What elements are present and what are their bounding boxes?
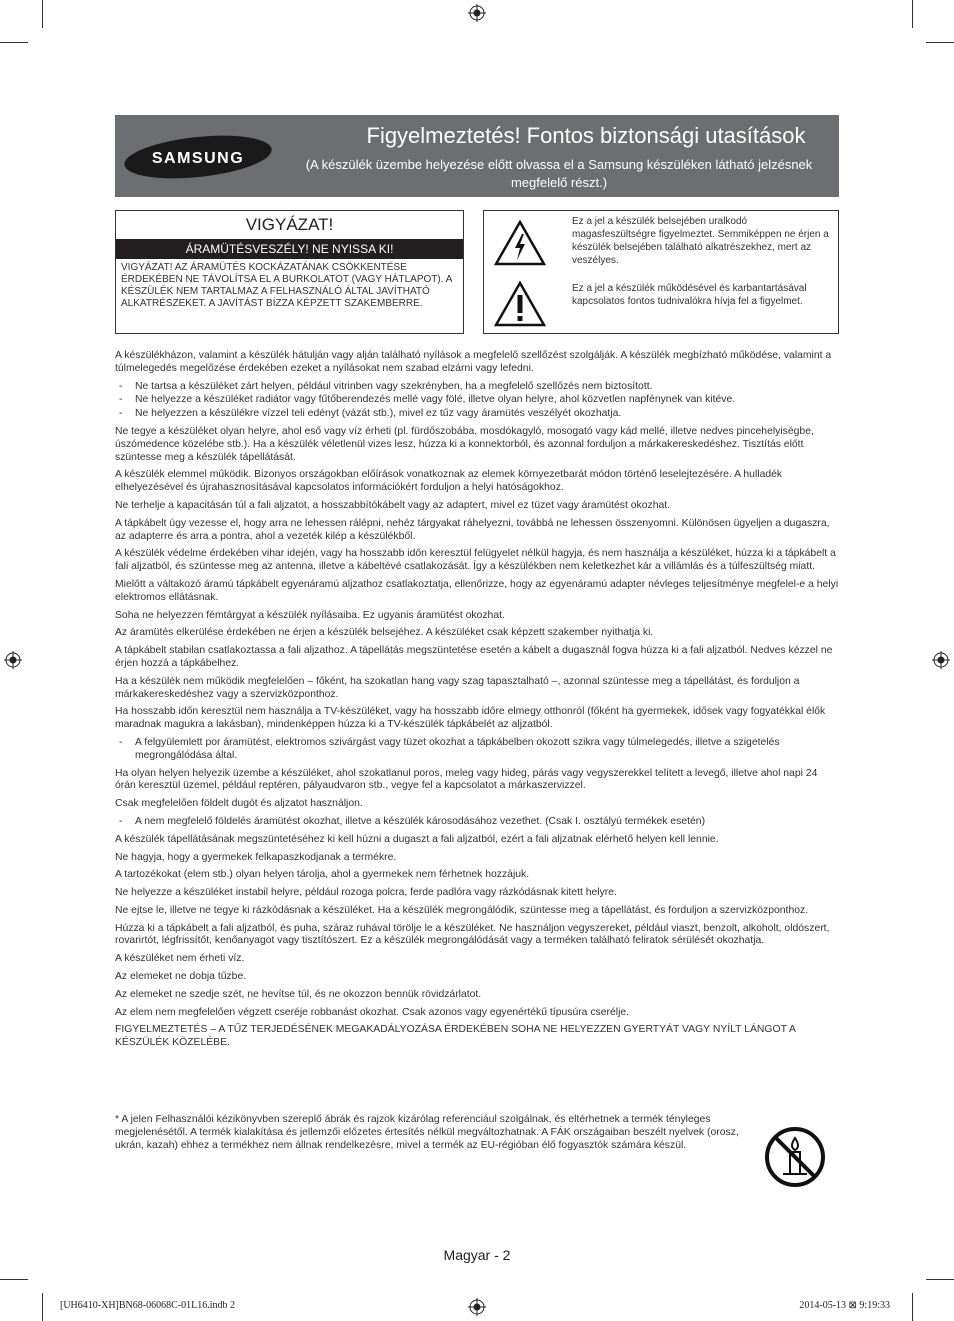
page-title: Figyelmeztetés! Fontos biztonsági utasítások <box>366 123 806 148</box>
paragraph: A készülékházon, valamint a készülék hátulján vagy alján található nyílások a megfelelő szellőzést szolgálják. A készülék megbízható működése, valamint a túlmelegedés megelőzése érdekében ezeket a nyílásokat nem szabad elzárni vagy lefedni. <box>115 350 832 374</box>
print-slug-file: [UH6410-XH]BN68-06068C-01L16.indb 2 <box>60 1300 235 1311</box>
paragraph: A tartozékokat (elem stb.) olyan helyen tárolja, ahol a gyermekek nem férhetnek hozzájuk. <box>115 869 530 881</box>
caution-text: VIGYÁZAT! AZ ÁRAMÜTÉS KOCKÁZATÁNAK CSÖKKENTÉSE ÉRDEKÉBEN NE TÁVOLÍTSA EL A BURKOLATOT (VAGY HÁTLAPOT). A KÉSZÜLÉK NEM TARTALMAZ A FELHASZNÁLÓ ÁLTAL JAVÍTHATÓ ALKATRÉSZEKET. A JAVÍTÁST BÍZZA KÉPZETT SZAKEMBERRE. <box>121 262 452 309</box>
symbols-box <box>483 210 839 334</box>
crop-mark <box>42 1293 43 1321</box>
crop-mark <box>0 42 28 43</box>
paragraph: Ne ejtse le, illetve ne tegye ki rázkódásnak a készüléket. Ha a készülék megrongálódik, szüntesse meg a tápellátást, és forduljon a szervizközponthoz. <box>115 904 809 916</box>
caution-box <box>115 210 464 334</box>
paragraph: A tápkábelt úgy vezesse el, hogy arra ne lehessen rálépni, nehéz tárgyakat ráhelyezni, továbbá ne lehessen összenyomni. Különösen ügyeljen a dugaszra, az adapterre és arra a pontra, ahol a vezeték kilép a készülékből. <box>115 517 830 542</box>
exclamation-icon <box>494 281 546 327</box>
bullet-item: - A nem megfelelő földelés áramütést okozhat, illetve a készülék károsodásához vezethet. (Csak I. osztályú termékek esetén) <box>115 816 839 829</box>
crop-mark <box>0 1279 28 1280</box>
paragraph: Ne helyezze a készüléket instabil helyre, például rozoga polcra, ferde padlóra vagy rázkódásnak kitett helyre. <box>115 887 617 899</box>
print-slug-date: 2014-05-13 ⊠ 9:19:33 <box>799 1300 890 1311</box>
registration-mark-icon <box>468 4 486 22</box>
paragraph: Húzza ki a tápkábelt a fali aljzatból, és puha, száraz ruhával törölje le a készüléket. Ne használjon vegyszereket, például viaszt, benzolt, alkoholt, oldószert, rovarirtót, légfrissítőt, kenőanyagot vagy tisztítószert. Ez a készülék megrongálódását vagy a terméken található feliratok sérülését okozhatja. <box>115 922 830 947</box>
registration-mark-icon <box>468 1298 486 1316</box>
paragraph: FIGYELMEZTETÉS – A TŰZ TERJEDÉSÉNEK MEGAKADÁLYOZÁSA ÉRDEKÉBEN SOHA NE HELYEZZEN GYERTYÁT VAGY NYÍLT LÁNGOT A KÉSZÜLÉK KÖZELÉBE. <box>115 1024 796 1049</box>
paragraph: Ne tegye a készüléket olyan helyre, ahol eső vagy víz érheti (pl. fürdőszobába, mosdókagyló, mosogató vagy kád mellé, illetve nedves pincehelyiségbe, úszómedence közelébe stb.). Ha a készülék véletlenül vizes lesz, húzza ki a konnektorból, és azonnal forduljon a márkakereskedéshez. Tisztítás előtt szüntesse meg a készülék tápellátását. <box>115 425 814 463</box>
bullet-item: - A felgyülemlett por áramütést, elektromos szivárgást vagy tüzet okozhat a tápkábelben okozott szikra vagy túlmelegedés, illetve a szigetelés megrongálódása által. <box>115 737 839 763</box>
paragraph: Ne hagyja, hogy a gyermekek felkapaszkodjanak a termékre. <box>115 851 397 863</box>
registration-mark-icon <box>4 651 22 669</box>
page-number: Magyar - 2 <box>443 1247 511 1263</box>
paragraph: A készüléket nem érheti víz. <box>115 953 245 965</box>
brand-text: SAMSUNG <box>151 150 245 167</box>
safety-instructions <box>115 350 839 1055</box>
bullet-item: - Ne tartsa a készüléket zárt helyen, például vitrinben vagy szekrényben, ha a megfelelő szellőzés nem biztosított. <box>115 381 839 394</box>
crop-mark <box>42 0 43 28</box>
crop-mark <box>926 1279 954 1280</box>
paragraph: Az áramütés elkerülése érdekében ne érjen a készülék belsejéhez. A készüléket csak képzett szakember nyithatja ki. <box>115 627 654 639</box>
paragraph: A tápkábelt stabilan csatlakoztassa a fali aljzathoz. A tápellátás megszüntetése esetén a kábelt a dugasznál fogva húzza ki a fali aljzatból. Nedves kézzel ne érjen hozzá a tápkábelhez. <box>115 645 833 669</box>
footnote: * A jelen Felhasználói kézikönyvben szereplő ábrák és rajzok kizárólag referenciául szolgálnak, és eltérhetnek a termék tényleges megjelenésétől. A termék kialakítása és jellemzői előzetes értesítés nélkül megváltozhatnak. A FÁK országaiban beszélt nyelvek (orosz, ukrán, kazah) ehhez a termékhez nem állnak rendelkezésre, mivel a termék az EU-régióban élő fogyasztók számára készül. <box>115 1114 739 1151</box>
paragraph: Soha ne helyezzen fémtárgyat a készülék nyílásaiba. Ez ugyanis áramütést okozhat. <box>115 609 505 621</box>
paragraph: Ha olyan helyen helyezik üzembe a készüléket, ahol szokatlanul poros, meleg vagy hideg, párás vagy vegyszerekkel telített a levegő, illetve ahol napi 24 órán keresztül üzemel, például reptéren, pályaudvaron stb., vegye fel a kapcsolatot a márkaszervizzel. <box>115 767 818 792</box>
voltage-symbol-text: Ez a jel a készülék belsejében uralkodó magasfeszültségre figyelmeztet. Semmiképpen ne érjen a készülék belsejében található alkatrészekhez, mert az veszélyes. <box>572 216 829 266</box>
paragraph: Csak megfelelően földelt dugót és aljzatot használjon. <box>115 798 363 810</box>
crop-mark <box>912 1293 913 1321</box>
paragraph: A készülék védelme érdekében vihar idején, vagy ha hosszabb időn keresztül felügyelet nélkül hagyja, és nem használja a készüléket, húzza ki a tápkábelt a fali aljzatból, és szüntesse meg az antenna, illetve a kábeltévé csatlakozását. Így a készülékben nem keletkezhet kár a villámlás és a túlfeszültség miatt. <box>115 548 836 573</box>
paragraph: Az elem nem megfelelően végzett cseréje robbanást okozhat. Csak azonos vagy egyenértékű típusúra cserélje. <box>115 1006 630 1018</box>
header-banner <box>115 115 839 197</box>
exclamation-symbol-text: Ez a jel a készülék működésével és karbantartásával kapcsolatos fontos tudnivalókra hívja fel a figyelmet. <box>572 283 807 307</box>
paragraph: Ne terhelje a kapacitásán túl a fali aljzatot, a hosszabbítókábelt vagy az adaptert, mivel ez tüzet vagy áramütést okozhat. <box>115 499 671 511</box>
page-subtitle: (A készülék üzembe helyezése előtt olvassa el a Samsung készüléken látható jelzésnek megfelelő részt.) <box>305 157 813 190</box>
crop-mark <box>912 0 913 28</box>
paragraph: Az elemeket ne dobja tűzbe. <box>115 971 247 983</box>
caution-title: VIGYÁZAT! <box>245 215 334 234</box>
bullet-item: - Ne helyezze a készüléket radiátor vagy fűtőberendezés mellé vagy fölé, illetve olyan helyre, ahol közvetlen napfénynek van kitéve. <box>115 394 839 407</box>
paragraph: Mielőtt a váltakozó áramú tápkábelt egyenáramú aljzathoz csatlakoztatja, ellenőrizze, hogy az egyenáramú adapter névleges teljesítménye megfelel-e a helyi elektromos ellátásnak. <box>115 578 839 603</box>
crop-mark <box>926 42 954 43</box>
paragraph: A készülék tápellátásának megszüntetéséhez ki kell húzni a dugaszt a fali aljzatból, ezért a fali aljzatnak elérhető helyen kell lennie. <box>115 833 719 845</box>
paragraph: Ha hosszabb időn keresztül nem használja a TV-készüléket, vagy ha hosszabb időre elmegy otthonról (főként ha gyermekek, idősek vagy fogyatékkal élők maradnak magukra a lakásban), mindenképpen húzza ki a TV-készülék tápkábelét az aljzatból. <box>115 706 826 731</box>
paragraph: Ha a készülék nem működik megfelelően – főként, ha szokatlan hang vagy szag tapasztalható –, azonnal szüntesse meg a tápellátást, és forduljon a márkakereskedéshez vagy a szervizközponthoz. <box>115 675 800 700</box>
high-voltage-icon <box>494 220 546 266</box>
no-candle-icon <box>764 1126 826 1188</box>
paragraph: A készülék elemmel működik. Bizonyos országokban előírások vonatkoznak az elemek környezetbarát módon történő leselejtezésére. A hulladék elhelyezésével és újrahasznosításával kapcsolatos információkért forduljon a helyi hatóságokhoz. <box>115 469 783 494</box>
paragraph: Az elemeket ne szedje szét, ne hevítse túl, és ne okozzon bennük rövidzárlatot. <box>115 988 482 1000</box>
bullet-item: - Ne helyezzen a készülékre vízzel teli edényt (vázát stb.), mivel ez tűz vagy áramütés veszélyét okozhatja. <box>115 408 839 421</box>
registration-mark-icon <box>932 651 950 669</box>
samsung-logo <box>123 135 273 179</box>
caution-bar: ÁRAMÜTÉSVESZÉLY! NE NYISSA KI! <box>116 239 463 259</box>
